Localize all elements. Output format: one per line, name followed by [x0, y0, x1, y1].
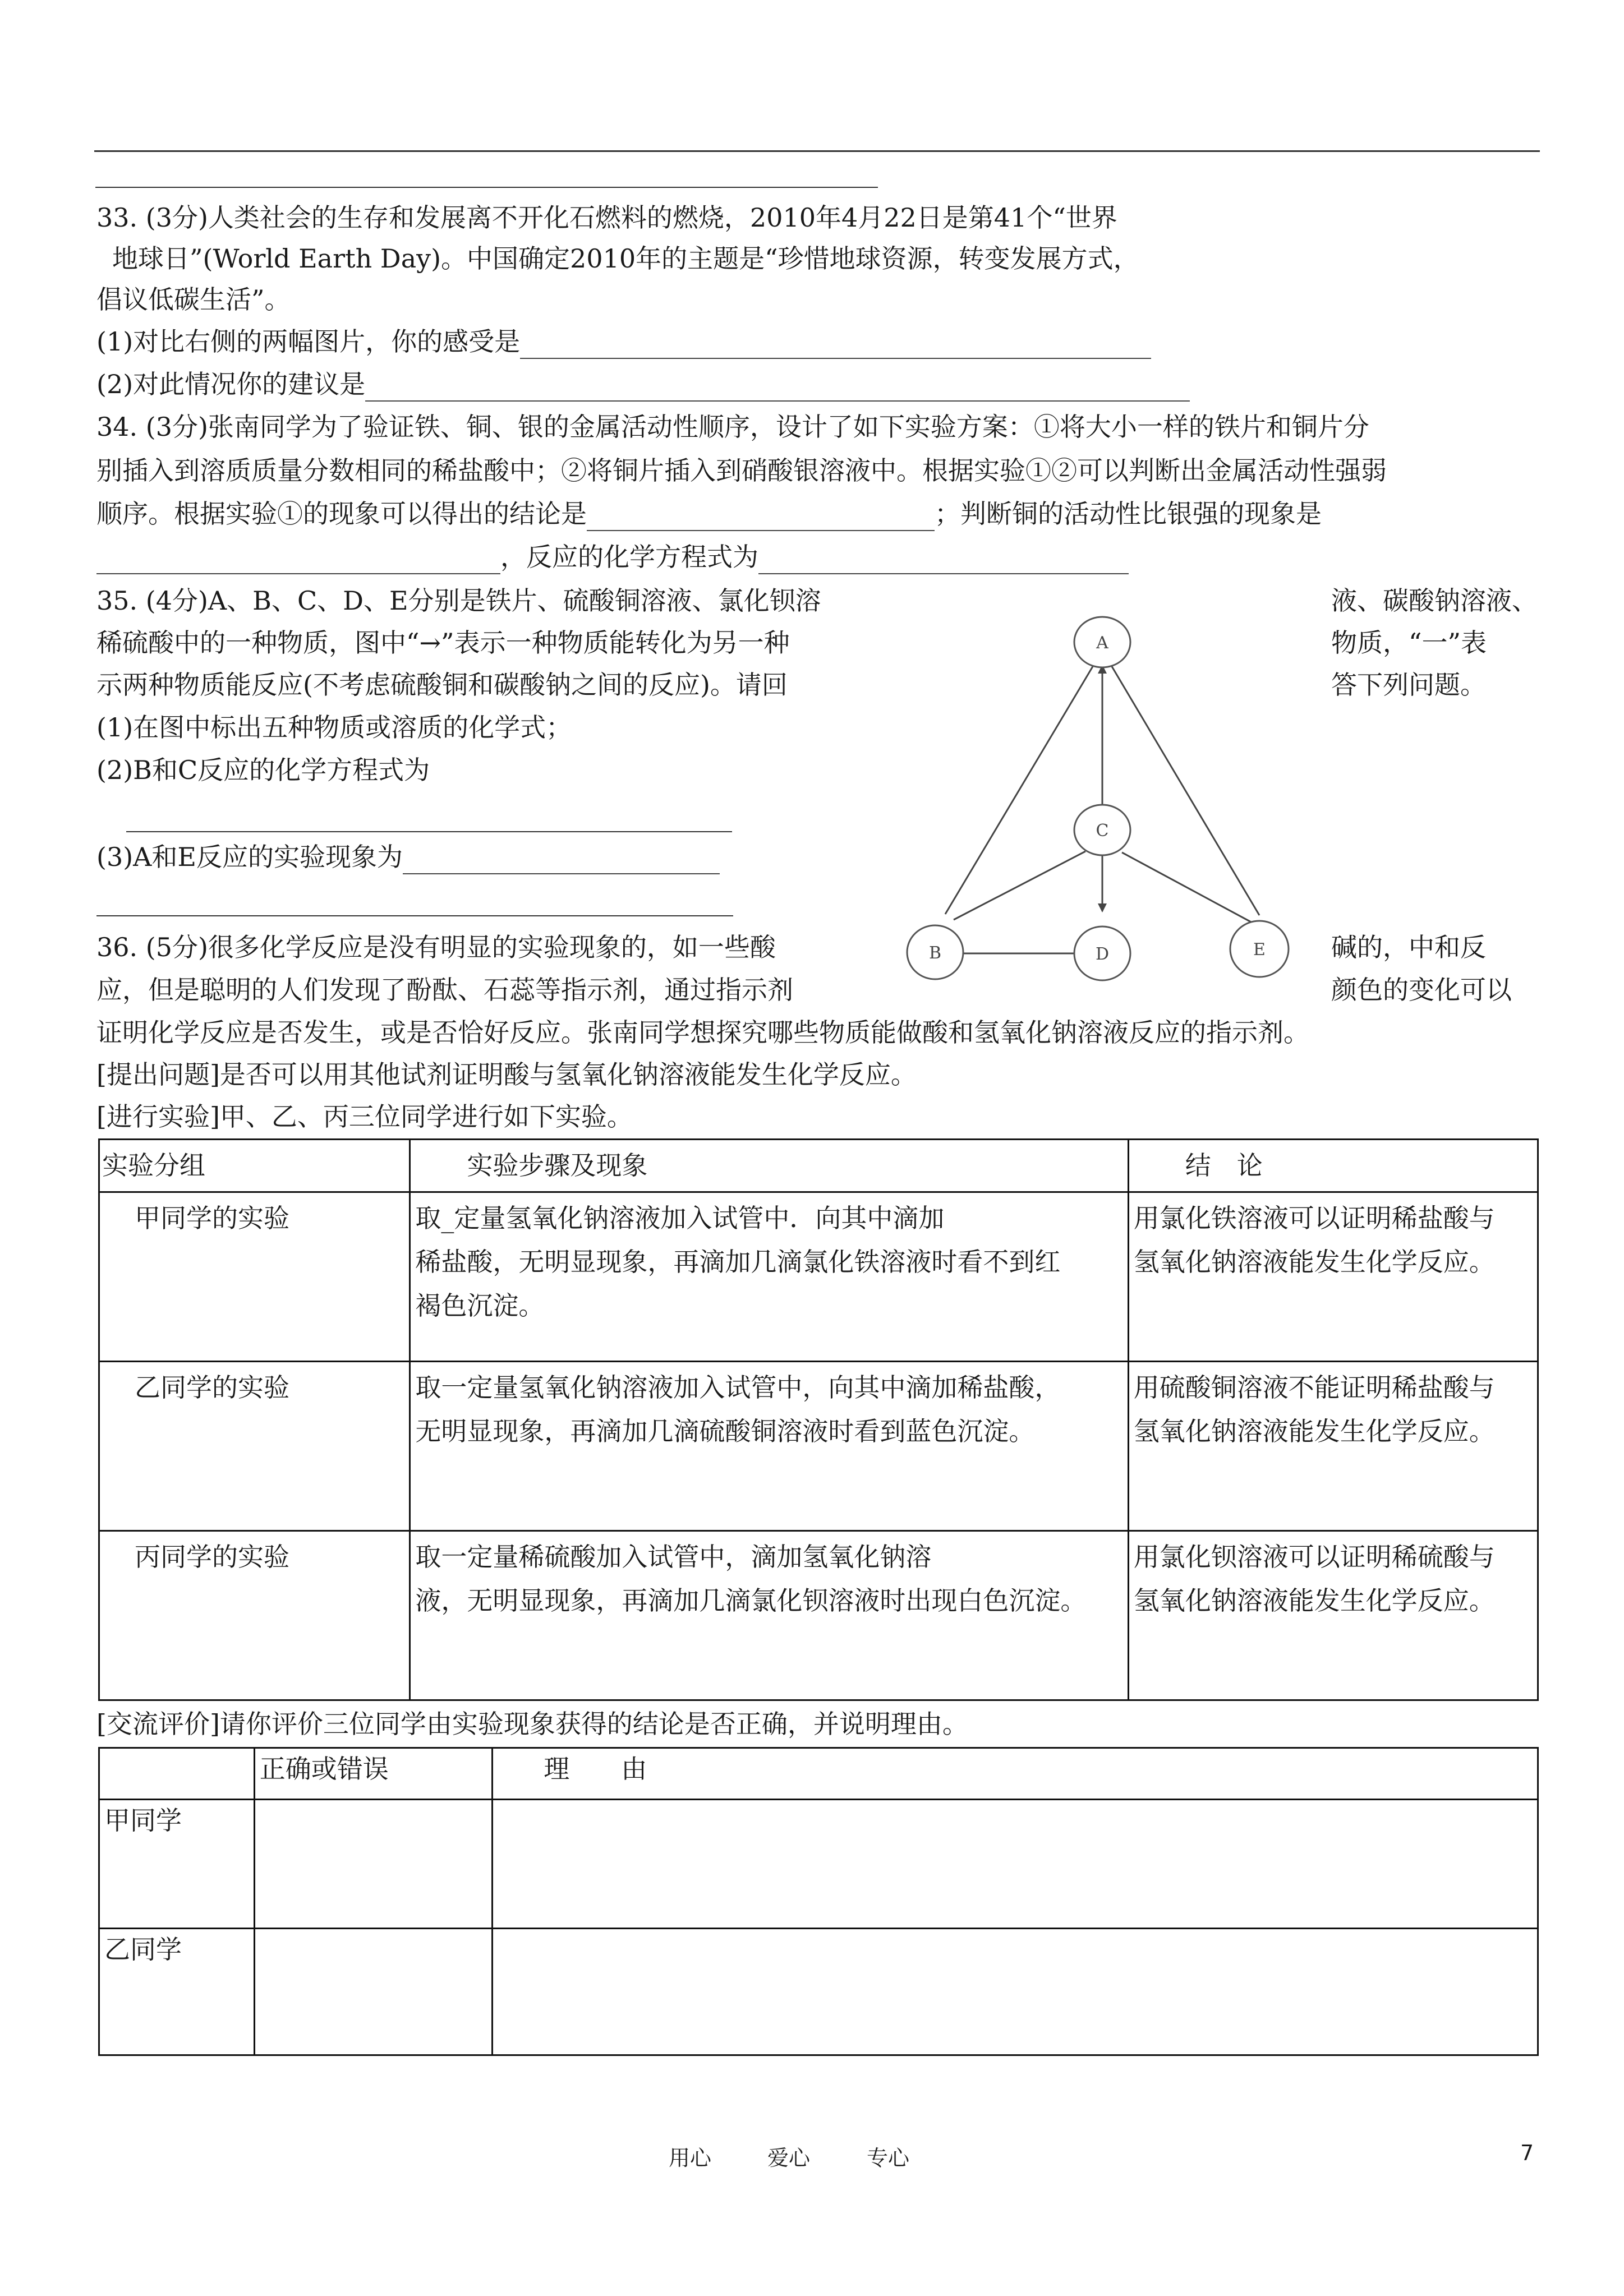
q36-line1-left: 36. (5分)很多化学反应是没有明显的实验现象的，如一些酸	[96, 932, 776, 962]
node-c-label: C	[1096, 821, 1109, 841]
eval-correctness-cell[interactable]	[254, 1929, 493, 2055]
q35-line3-left: 示两种物质能反应(不考虑硫酸铜和碳酸钠之间的反应)。请回	[96, 670, 788, 700]
q34-line1: 34. (3分)张南同学为了验证铁、铜、银的金属活动性顺序，设计了如下实验方案：①将大小一样的铁片和铜片分	[96, 412, 1369, 442]
table-row	[99, 1531, 1538, 1700]
header-short-rule	[95, 187, 878, 188]
row-steps-line: 褐色沉淀。	[415, 1290, 545, 1321]
q33-sub1	[96, 324, 1151, 359]
evaluation-table-header	[99, 1748, 1538, 1800]
row-steps-line: 无明显现象，再滴加几滴硫酸铜溶液时看到蓝色沉淀。	[415, 1416, 1035, 1446]
row-conclusion-line: 氢氧化钠溶液能发生化学反应。	[1133, 1585, 1495, 1616]
footer-motto-1: 用心	[669, 2146, 712, 2170]
q33-line1: 33. (3分)人类社会的生存和发展离不开化石燃料的燃烧，2010年4月22日是第41个“世界	[96, 202, 1117, 233]
row-steps-line: 取一定量稀硫酸加入试管中，滴加氢氧化钠溶	[415, 1542, 932, 1572]
row-steps-line: 取一定量氢氧化钠溶液加入试管中，向其中滴加稀盐酸，	[415, 1372, 1061, 1403]
node-e-label: E	[1253, 940, 1266, 960]
table-row	[99, 1929, 1538, 2055]
row-steps	[410, 1192, 1128, 1362]
row-group: 甲同学的实验	[99, 1192, 410, 1362]
node-a-label: A	[1096, 633, 1108, 653]
row-group: 丙同学的实验	[99, 1531, 410, 1700]
q35-answer-blank-3[interactable]	[96, 915, 733, 916]
link-a-e	[1111, 665, 1259, 915]
q35-answer-blank-1[interactable]	[126, 831, 732, 832]
link-a-b	[945, 665, 1094, 914]
header-steps: 实验步骤及现象	[410, 1140, 1128, 1192]
q35-line2-right: 物质，“一”表	[1331, 628, 1487, 658]
q34-answer-blank-2[interactable]	[96, 548, 500, 574]
q36-line3: 证明化学反应是否发生，或是否恰好反应。张南同学想探究哪些物质能做酸和氢氧化钠溶液反应的指示剂。	[96, 1017, 1309, 1048]
q35-line1-right: 液、碳酸钠溶液、	[1331, 585, 1538, 616]
footer-motto-2: 爱心	[767, 2146, 811, 2170]
row-steps	[410, 1362, 1128, 1531]
link-c-b	[954, 851, 1085, 920]
q34-answer-blank-1[interactable]	[587, 505, 935, 531]
q36-line2-right: 颜色的变化可以	[1331, 975, 1512, 1005]
q33-sub1-text: (1)对比右侧的两幅图片，你的感受是	[96, 326, 521, 357]
table-row	[99, 1362, 1538, 1531]
row-group: 乙同学的实验	[99, 1362, 410, 1531]
q33-sub2	[96, 367, 1190, 402]
row-conclusion	[1128, 1192, 1538, 1362]
q33-line2: 地球日”(World Earth Day)。中国确定2010年的主题是“珍惜地球资源，转变发展方式，	[112, 243, 1139, 274]
q33-sub2-text: (2)对此情况你的建议是	[96, 369, 366, 399]
row-steps-line: 稀盐酸，无明显现象，再滴加几滴氯化铁溶液时看不到红	[415, 1247, 1061, 1277]
node-b-label: B	[928, 943, 942, 963]
q33-line3: 倡议低碳生活”。	[96, 284, 291, 315]
experiment-table	[98, 1138, 1539, 1701]
q33-answer-blank-2[interactable]	[365, 376, 1190, 402]
evaluation-table	[98, 1747, 1539, 2056]
q35-answer-blank-2[interactable]	[403, 849, 720, 874]
q34-answer-blank-3[interactable]	[758, 548, 1129, 574]
row-conclusion	[1128, 1362, 1538, 1531]
eval-reason-cell[interactable]	[493, 1800, 1538, 1929]
row-conclusion	[1128, 1531, 1538, 1700]
experiment-table-header	[99, 1140, 1538, 1192]
row-conclusion-line: 用氯化钡溶液可以证明稀硫酸与	[1133, 1542, 1495, 1572]
row-conclusion-line: 氢氧化钠溶液能发生化学反应。	[1133, 1416, 1495, 1446]
q35-line3-right: 答下列问题。	[1331, 670, 1486, 700]
footer-motto-3: 专心	[867, 2146, 910, 2170]
row-steps	[410, 1531, 1128, 1700]
q35-sub3-text: (3)A和E反应的实验现象为	[96, 842, 403, 872]
q35-line1-left: 35. (4分)A、B、C、D、E分别是铁片、硫酸铜溶液、氯化钡溶	[96, 585, 821, 616]
header-conclusion: 结 论	[1128, 1140, 1538, 1192]
q33-answer-blank-1[interactable]	[520, 333, 1151, 359]
eval-row-label: 乙同学	[99, 1929, 255, 2055]
header-group: 实验分组	[99, 1140, 410, 1192]
eval-row-label: 甲同学	[99, 1800, 255, 1929]
eval-reason-cell[interactable]	[493, 1929, 1538, 2055]
evaluation-intro: [交流评价]请你评价三位同学由实验现象获得的结论是否正确，并说明理由。	[96, 1709, 968, 1739]
q35-line2-left: 稀硫酸中的一种物质，图中“→”表示一种物质能转化为另一种	[96, 628, 790, 658]
q34-line3-text-a: 顺序。根据实验①的现象可以得出的结论是	[96, 499, 587, 529]
eval-correctness-cell[interactable]	[254, 1800, 493, 1929]
q36-line2-left: 应，但是聪明的人们发现了酚酞、石蕊等指示剂，通过指示剂	[96, 975, 793, 1005]
header-rule	[94, 150, 1540, 152]
q34-line4	[96, 540, 1129, 574]
table-row	[99, 1192, 1538, 1362]
row-steps-line: 液，无明显现象，再滴加几滴氯化钡溶液时出现白色沉淀。	[415, 1585, 1087, 1616]
row-conclusion-line: 用氯化铁溶液可以证明稀盐酸与	[1133, 1203, 1495, 1233]
q36-line5: [进行实验]甲、乙、丙三位同学进行如下实验。	[96, 1101, 633, 1132]
q35-sub3	[96, 840, 720, 874]
q36-line4: [提出问题]是否可以用其他试剂证明酸与氢氧化钠溶液能发生化学反应。	[96, 1059, 917, 1090]
q36-line1-right: 碱的，中和反	[1331, 932, 1486, 962]
eval-header-reason: 理 由	[493, 1748, 1538, 1800]
table-row	[99, 1800, 1538, 1929]
reaction-diagram	[886, 594, 1324, 1009]
node-d-label: D	[1095, 944, 1110, 964]
q35-sub2: (2)B和C反应的化学方程式为	[96, 755, 430, 785]
eval-header-blank	[99, 1748, 255, 1800]
q34-line2: 别插入到溶质质量分数相同的稀盐酸中；②将铜片插入到硝酸银溶液中。根据实验①②可以判断出金属活动性强弱	[96, 455, 1387, 486]
q35-sub1: (1)在图中标出五种物质或溶质的化学式；	[96, 712, 572, 743]
q34-line4-text: ，反应的化学方程式为	[500, 542, 758, 572]
row-conclusion-line: 氢氧化钠溶液能发生化学反应。	[1133, 1247, 1495, 1277]
page-number: 7	[1520, 2141, 1534, 2165]
row-steps-line: 取_定量氢氧化钠溶液加入试管中．向其中滴加	[415, 1203, 945, 1233]
q34-line3	[96, 496, 1322, 531]
link-c-e	[1122, 852, 1252, 923]
q34-line3-text-b: ；判断铜的活动性比银强的现象是	[935, 499, 1322, 529]
eval-header-correctness: 正确或错误	[254, 1748, 493, 1800]
row-conclusion-line: 用硫酸铜溶液不能证明稀盐酸与	[1133, 1372, 1495, 1403]
